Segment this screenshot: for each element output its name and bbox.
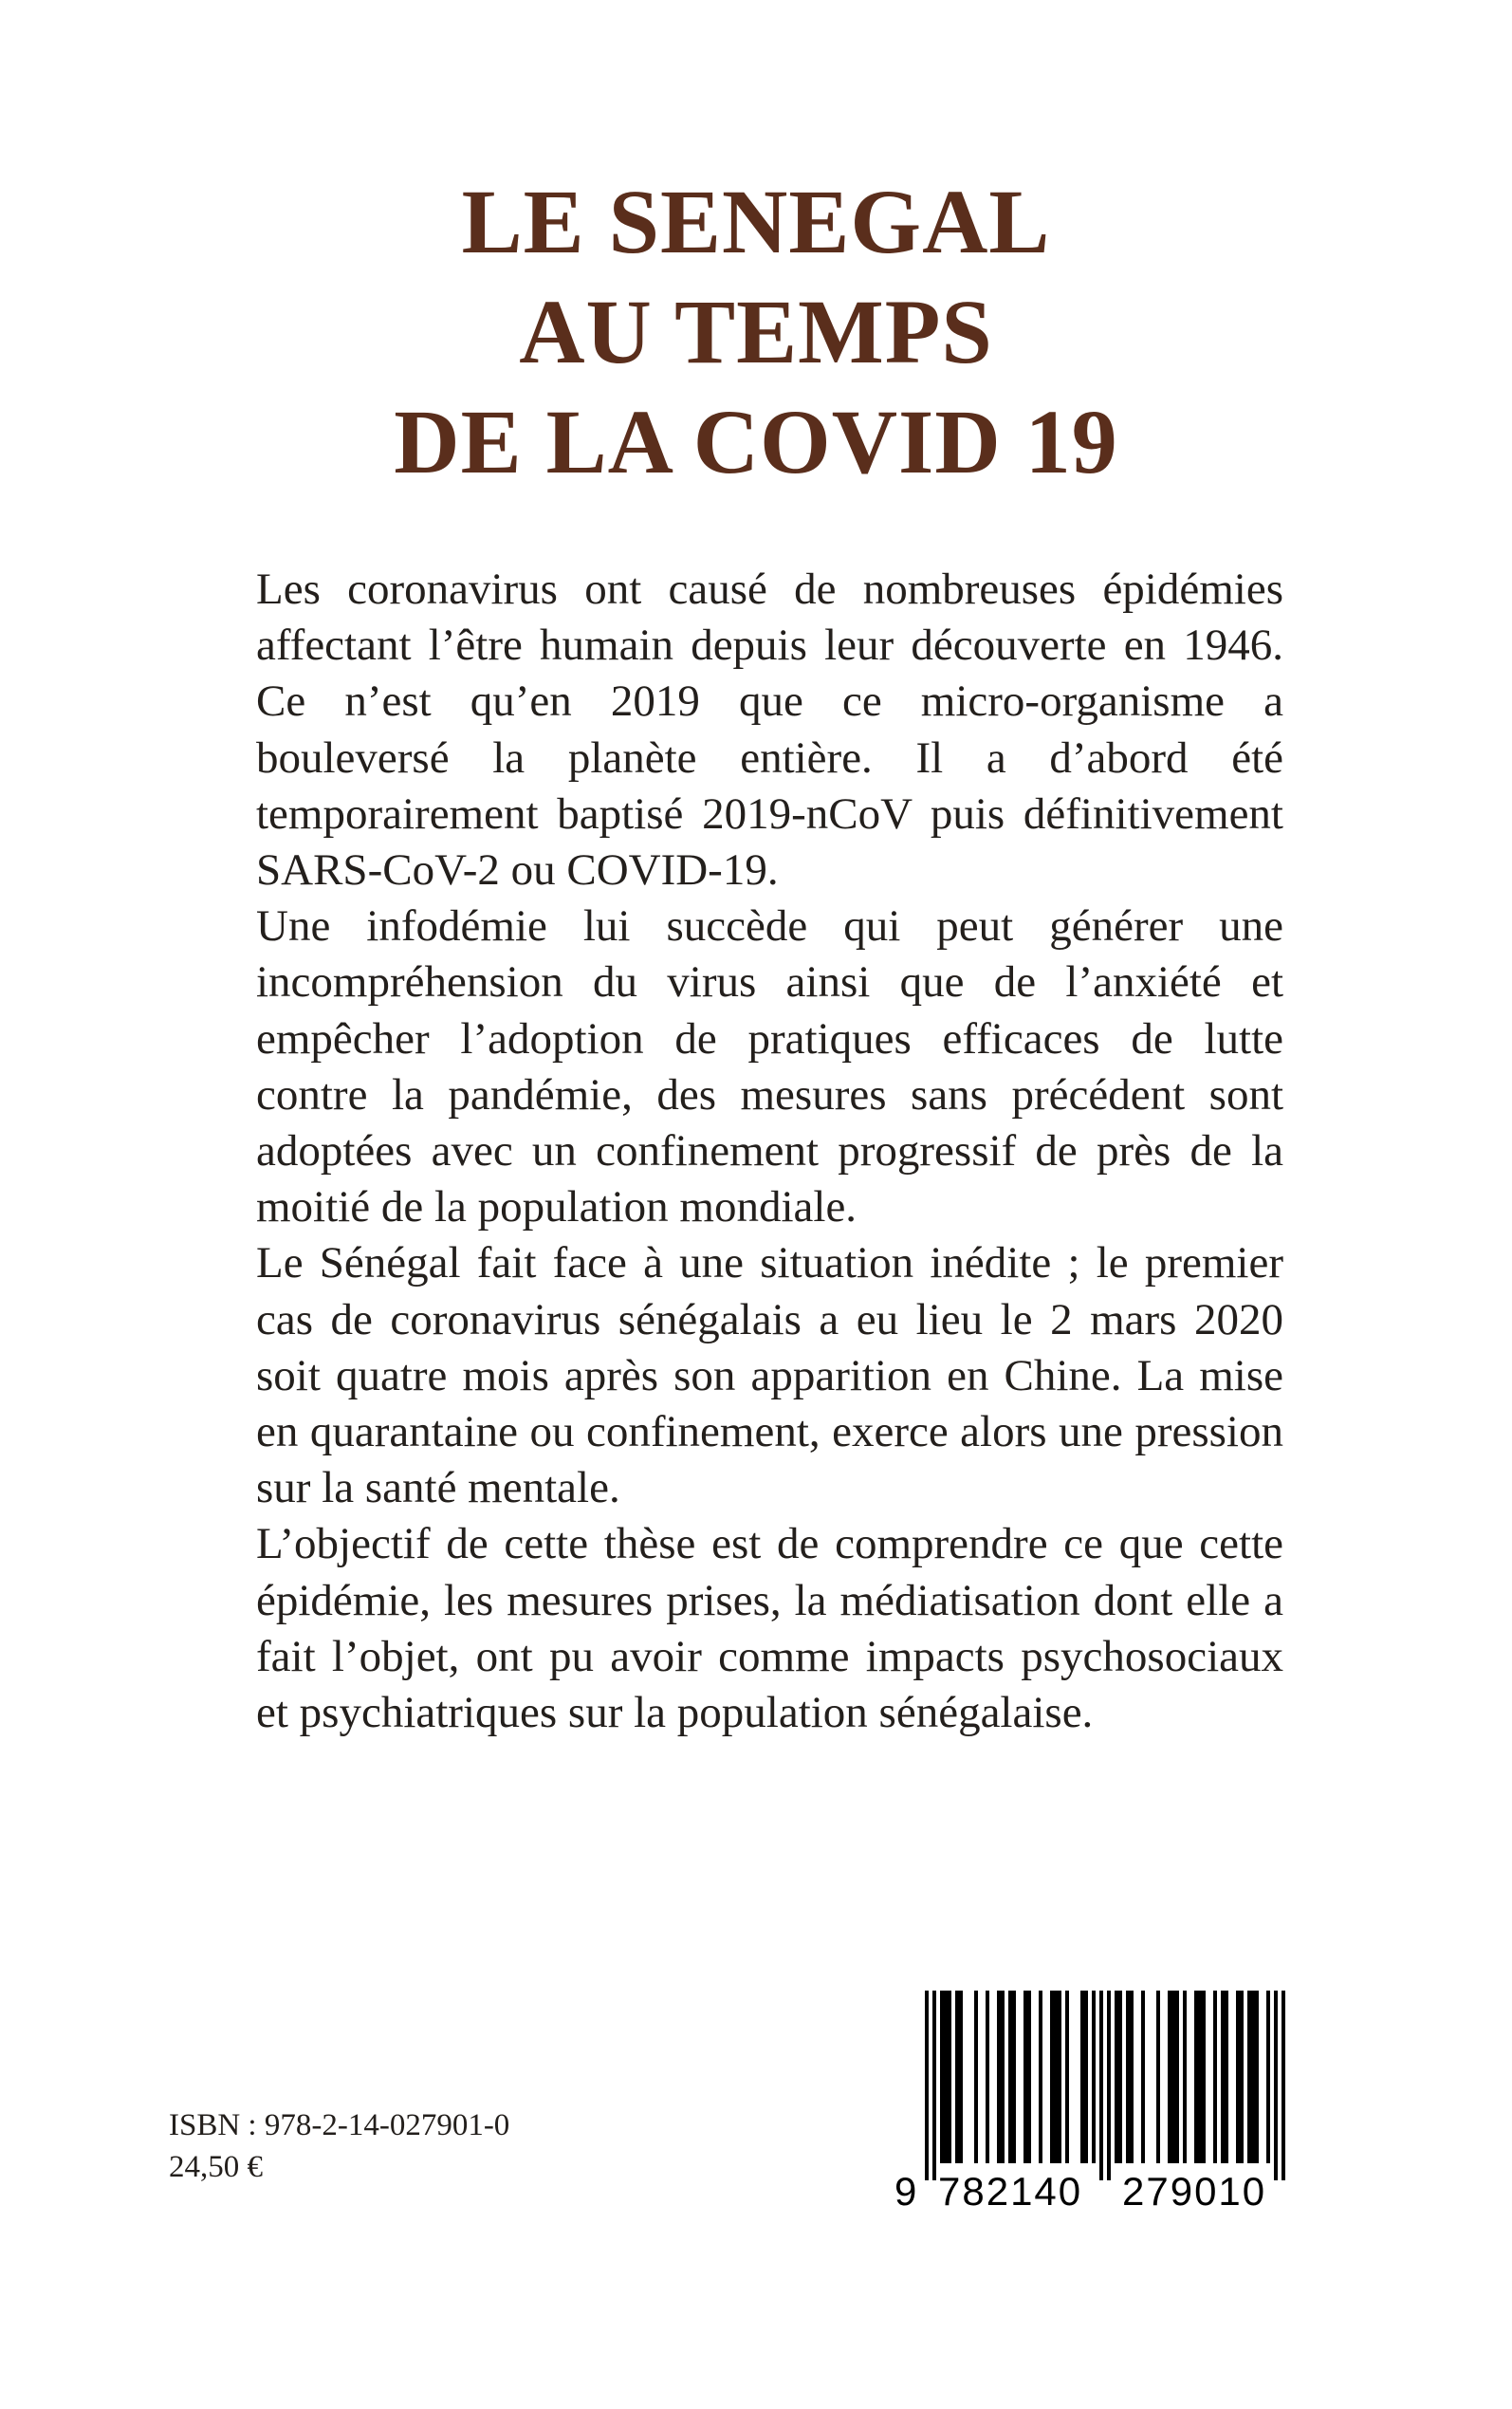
barcode-bar <box>1050 1991 1054 2163</box>
book-title <box>0 167 1512 497</box>
barcode-bar <box>986 1991 989 2163</box>
barcode <box>894 1991 1312 2214</box>
barcode-bar <box>1236 1991 1240 2163</box>
barcode-bar <box>1039 1991 1042 2163</box>
back-cover-blurb <box>256 562 1283 1741</box>
barcode-bar <box>959 1991 963 2163</box>
price: 24,50 € <box>169 2150 263 2184</box>
barcode-bar <box>1240 1991 1244 2163</box>
barcode-bar <box>1247 1991 1251 2163</box>
blurb-paragraph-2: Une infodémie lui succède qui peut générer une incompréhension du virus ainsi que de l’anxiété et empêcher l’adoption de pratiques efficaces de lutte contre la pandémie, des mesures sans précédent sont adoptées avec un confinement progressif de près de la moitié de la population mondiale. <box>256 901 1283 1232</box>
barcode-bar <box>1171 1991 1175 2163</box>
barcode-left-group: 782140 <box>938 2169 1083 2214</box>
barcode-bar <box>1194 1991 1198 2163</box>
barcode-bar <box>1198 1991 1202 2163</box>
isbn-block <box>169 2104 509 2188</box>
barcode-bar <box>997 1991 1001 2163</box>
barcode-bar <box>1107 1991 1111 2180</box>
barcode-bar <box>1012 1991 1016 2163</box>
barcode-bar <box>1054 1991 1058 2163</box>
title-line-2: AU TEMPS <box>519 281 993 382</box>
barcode-bar <box>1115 1991 1118 2163</box>
barcode-bar <box>1065 1991 1069 2163</box>
barcode-bar <box>1202 1991 1206 2163</box>
barcode-bar <box>1168 1991 1171 2163</box>
barcode-bar <box>1023 1991 1027 2163</box>
blurb-paragraph-3: Le Sénégal fait face à une situation inédite ; le premier cas de coronavirus sénégalais a eu lieu le 2 mars 2020 soit quatre mois après son apparition en Chine. La mise en quarantaine ou confinement, exerce alors une pression sur la santé mentale. <box>256 1238 1283 1513</box>
barcode-bar <box>932 1991 936 2180</box>
title-line-3: DE LA COVID 19 <box>394 391 1118 492</box>
isbn-number: ISBN : 978-2-14-027901-0 <box>169 2108 510 2142</box>
barcode-bar <box>1141 1991 1145 2163</box>
barcode-bar <box>925 1991 929 2180</box>
barcode-bar <box>1183 1991 1187 2163</box>
blurb-paragraph-1: Les coronavirus ont causé de nombreuses épidémies affectant l’être humain depuis leur découverte en 1946. Ce n’est qu’en 2019 que ce micro-organisme a bouleversé la planète entière. Il a d’abord été temporairement baptisé 2019-nCoV puis définitivement SARS-CoV-2 ou COVID-19. <box>256 565 1283 896</box>
barcode-bar <box>1175 1991 1179 2163</box>
barcode-bar <box>955 1991 959 2163</box>
barcode-first-digit: 9 <box>894 2169 917 2214</box>
barcode-bar <box>1221 1991 1225 2163</box>
barcode-bar <box>944 1991 948 2163</box>
barcode-bar <box>1001 1991 1005 2163</box>
barcode-bar <box>1027 1991 1031 2163</box>
barcode-digits <box>894 2169 1312 2216</box>
barcode-bar <box>974 1991 978 2163</box>
barcode-bar <box>1251 1991 1255 2163</box>
blurb-paragraph-4: L’objectif de cette thèse est de comprendre ce que cette épidémie, les mesures prises, la médiatisation dont elle a fait l’objet, ont pu avoir comme impacts psychosociaux et psychiatriques sur la population sénégalaise. <box>256 1519 1283 1738</box>
barcode-right-group: 279010 <box>1122 2169 1267 2214</box>
barcode-bar <box>1008 1991 1012 2163</box>
barcode-bar <box>1126 1991 1130 2163</box>
barcode-bar <box>1225 1991 1228 2163</box>
barcode-bar <box>1156 1991 1160 2163</box>
barcode-bar <box>948 1991 951 2163</box>
barcode-bar <box>1099 1991 1103 2180</box>
barcode-bar <box>940 1991 944 2163</box>
barcode-bar <box>1118 1991 1122 2163</box>
barcode-bar <box>1130 1991 1134 2163</box>
barcode-bar <box>1213 1991 1217 2163</box>
barcode-bar <box>1266 1991 1270 2163</box>
barcode-bar <box>1255 1991 1259 2163</box>
barcode-bar <box>1282 1991 1285 2180</box>
title-line-1: LE SENEGAL <box>461 171 1051 272</box>
barcode-bar <box>1092 1991 1096 2163</box>
barcode-bar <box>1084 1991 1088 2163</box>
barcode-bar <box>1080 1991 1084 2163</box>
barcode-bar <box>1274 1991 1278 2180</box>
barcode-bar <box>1058 1991 1061 2163</box>
